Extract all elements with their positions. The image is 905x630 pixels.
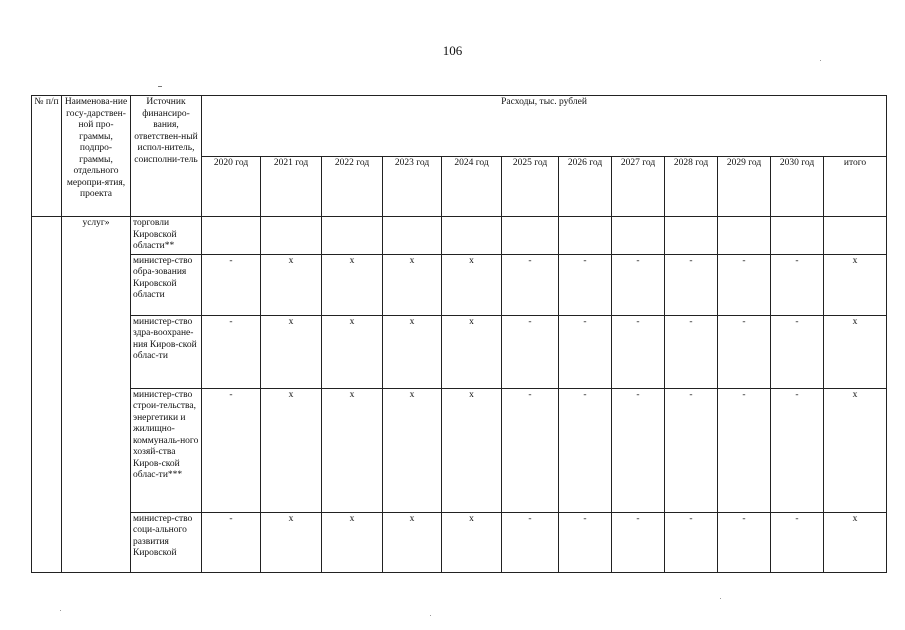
funding-source-cell: министер-ство обра-зования Кировской области <box>131 254 202 315</box>
value-cell: - <box>665 315 718 388</box>
value-cell: - <box>771 315 824 388</box>
funding-source-cell: торговли Кировской области** <box>131 217 202 255</box>
value-cell: х <box>383 254 442 315</box>
program-name-cell: услуг» <box>62 217 131 573</box>
value-cell: х <box>322 512 383 572</box>
header-year: 2023 год <box>383 156 442 217</box>
value-cell: - <box>665 512 718 572</box>
value-cell <box>322 217 383 255</box>
value-cell <box>202 217 261 255</box>
value-cell <box>261 217 322 255</box>
value-cell: х <box>442 388 502 512</box>
value-cell: - <box>665 254 718 315</box>
value-cell: х <box>442 512 502 572</box>
value-cell: - <box>612 254 665 315</box>
value-cell: - <box>559 512 612 572</box>
value-cell: х <box>322 388 383 512</box>
value-cell: х <box>261 315 322 388</box>
value-cell: - <box>559 388 612 512</box>
value-cell <box>442 217 502 255</box>
header-year: 2022 год <box>322 156 383 217</box>
header-funding-source: Источник финансиро-вания, ответствен-ный испол-нитель, соисполни-тель <box>131 96 202 217</box>
header-year: 2029 год <box>718 156 771 217</box>
value-cell: - <box>665 388 718 512</box>
value-cell <box>665 217 718 255</box>
value-cell <box>383 217 442 255</box>
value-cell: х <box>383 512 442 572</box>
value-cell: - <box>502 512 559 572</box>
value-cell: - <box>502 388 559 512</box>
value-cell <box>502 217 559 255</box>
header-total: итого <box>824 156 887 217</box>
value-cell: - <box>612 388 665 512</box>
header-year: 2025 год <box>502 156 559 217</box>
value-cell: - <box>559 315 612 388</box>
header-year: 2026 год <box>559 156 612 217</box>
funding-source-cell: министер-ство строи-тельства, энергетики и жилищно-коммуналь-ного хозяй-ства Киров-ской облас-ти*** <box>131 388 202 512</box>
value-cell <box>612 217 665 255</box>
value-cell: - <box>718 388 771 512</box>
value-cell: - <box>559 254 612 315</box>
value-cell <box>771 217 824 255</box>
header-row-group <box>32 96 887 157</box>
scan-speck <box>158 86 162 87</box>
header-year: 2030 год <box>771 156 824 217</box>
value-cell: х <box>383 388 442 512</box>
value-cell: - <box>771 512 824 572</box>
value-cell: - <box>502 315 559 388</box>
header-year: 2024 год <box>442 156 502 217</box>
header-year: 2021 год <box>261 156 322 217</box>
value-cell: х <box>322 315 383 388</box>
value-cell: - <box>718 512 771 572</box>
value-cell: х <box>261 388 322 512</box>
value-cell: - <box>502 254 559 315</box>
value-cell <box>559 217 612 255</box>
table-row <box>32 512 887 572</box>
row-number-cell <box>32 217 62 573</box>
total-cell: х <box>824 388 887 512</box>
value-cell: - <box>202 254 261 315</box>
value-cell: х <box>442 315 502 388</box>
value-cell: - <box>202 512 261 572</box>
scan-speck <box>430 615 431 616</box>
page-number: 106 <box>442 43 463 58</box>
header-year: 2020 год <box>202 156 261 217</box>
value-cell: - <box>718 315 771 388</box>
header-expenses: Расходы, тыс. рублей <box>202 96 887 157</box>
value-cell: - <box>771 388 824 512</box>
table-row <box>32 217 887 255</box>
value-cell: х <box>322 254 383 315</box>
budget-table <box>31 95 887 573</box>
header-number: № п/п <box>32 96 62 217</box>
table-row <box>32 388 887 512</box>
funding-source-cell: министер-ство здра-воохране-ния Киров-ской облас-ти <box>131 315 202 388</box>
value-cell: - <box>612 512 665 572</box>
value-cell: х <box>261 254 322 315</box>
header-year: 2028 год <box>665 156 718 217</box>
value-cell <box>718 217 771 255</box>
total-cell: х <box>824 254 887 315</box>
table-row <box>32 254 887 315</box>
table-row <box>32 315 887 388</box>
header-program-name: Наименова-ние госу-дарствен-ной про-граммы, подпро-граммы, отдельного меропри-ятия, проекта <box>62 96 131 217</box>
value-cell: - <box>718 254 771 315</box>
total-cell: х <box>824 315 887 388</box>
scan-speck <box>720 598 721 599</box>
header-year: 2027 год <box>612 156 665 217</box>
value-cell: х <box>383 315 442 388</box>
value-cell: х <box>261 512 322 572</box>
funding-source-cell: министер-ство соци-ального развития Кировской <box>131 512 202 572</box>
scan-speck <box>820 60 821 61</box>
total-cell <box>824 217 887 255</box>
total-cell: х <box>824 512 887 572</box>
value-cell: - <box>612 315 665 388</box>
value-cell: - <box>202 315 261 388</box>
value-cell: - <box>771 254 824 315</box>
value-cell: - <box>202 388 261 512</box>
value-cell: х <box>442 254 502 315</box>
scan-speck <box>60 610 61 611</box>
